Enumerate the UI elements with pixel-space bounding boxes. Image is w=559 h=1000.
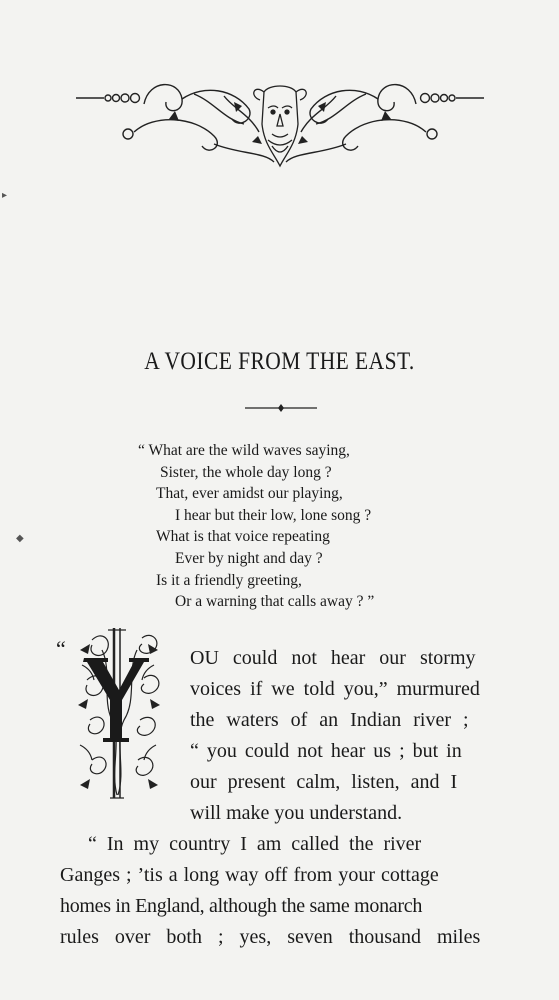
prose-line-text: OU could not hear our stormy bbox=[190, 647, 476, 669]
poem-line: That, ever amidst our playing, bbox=[156, 485, 343, 503]
prose-line-text: rules over both ; yes, seven thousand miles bbox=[60, 926, 481, 948]
mask-face bbox=[254, 86, 306, 166]
prose-line-text: “ In my country I am called the river bbox=[88, 833, 422, 855]
prose-line-text: the waters of an Indian river ; bbox=[190, 709, 469, 731]
poem-line: “ What are the wild waves saying, bbox=[138, 442, 350, 459]
ornamental-headpiece bbox=[74, 74, 486, 170]
margin-speck: ▸ bbox=[2, 190, 8, 201]
poem-line: Or a warning that calls away ? ” bbox=[175, 593, 375, 611]
opening-quote-mark: “ bbox=[56, 636, 66, 661]
title-rule-ornament bbox=[245, 402, 317, 414]
prose-line-text: “ you could not hear us ; but in bbox=[190, 740, 462, 762]
prose-line-text: homes in England, although the same monarch bbox=[60, 895, 423, 917]
drop-cap-text: Y bbox=[62, 620, 63, 621]
prose-line bbox=[190, 644, 520, 672]
prose-line bbox=[190, 768, 520, 796]
prose-line bbox=[60, 861, 520, 889]
prose-line bbox=[60, 923, 520, 951]
epigraph-poem bbox=[140, 440, 460, 613]
poem-line: What is that voice repeating bbox=[156, 528, 330, 546]
prose-line-text: voices if we told you,” murmured bbox=[190, 678, 480, 700]
prose-line bbox=[190, 799, 520, 827]
poem-line: Is it a friendly greeting, bbox=[156, 571, 302, 589]
prose-line bbox=[190, 675, 520, 703]
poem-line: I hear but their low, lone song ? bbox=[175, 506, 372, 524]
prose-line bbox=[190, 737, 520, 765]
prose-line-text: will make you understand. bbox=[190, 802, 403, 824]
prose-line-text: Ganges ; ’tis a long way off from your cottage bbox=[60, 864, 439, 886]
prose-line bbox=[190, 706, 520, 734]
margin-speck: ◆ bbox=[16, 533, 24, 544]
poem-line: Ever by night and day ? bbox=[175, 549, 323, 567]
poem-line: Sister, the whole day long ? bbox=[160, 463, 332, 481]
drop-cap-letter-y bbox=[83, 658, 149, 742]
chapter-title: A VOICE FROM THE EAST. bbox=[144, 348, 415, 375]
prose-line-text: our present calm, listen, and I bbox=[190, 771, 458, 793]
decorated-drop-cap bbox=[62, 620, 172, 810]
prose-line bbox=[88, 830, 520, 858]
prose-line bbox=[60, 892, 520, 920]
